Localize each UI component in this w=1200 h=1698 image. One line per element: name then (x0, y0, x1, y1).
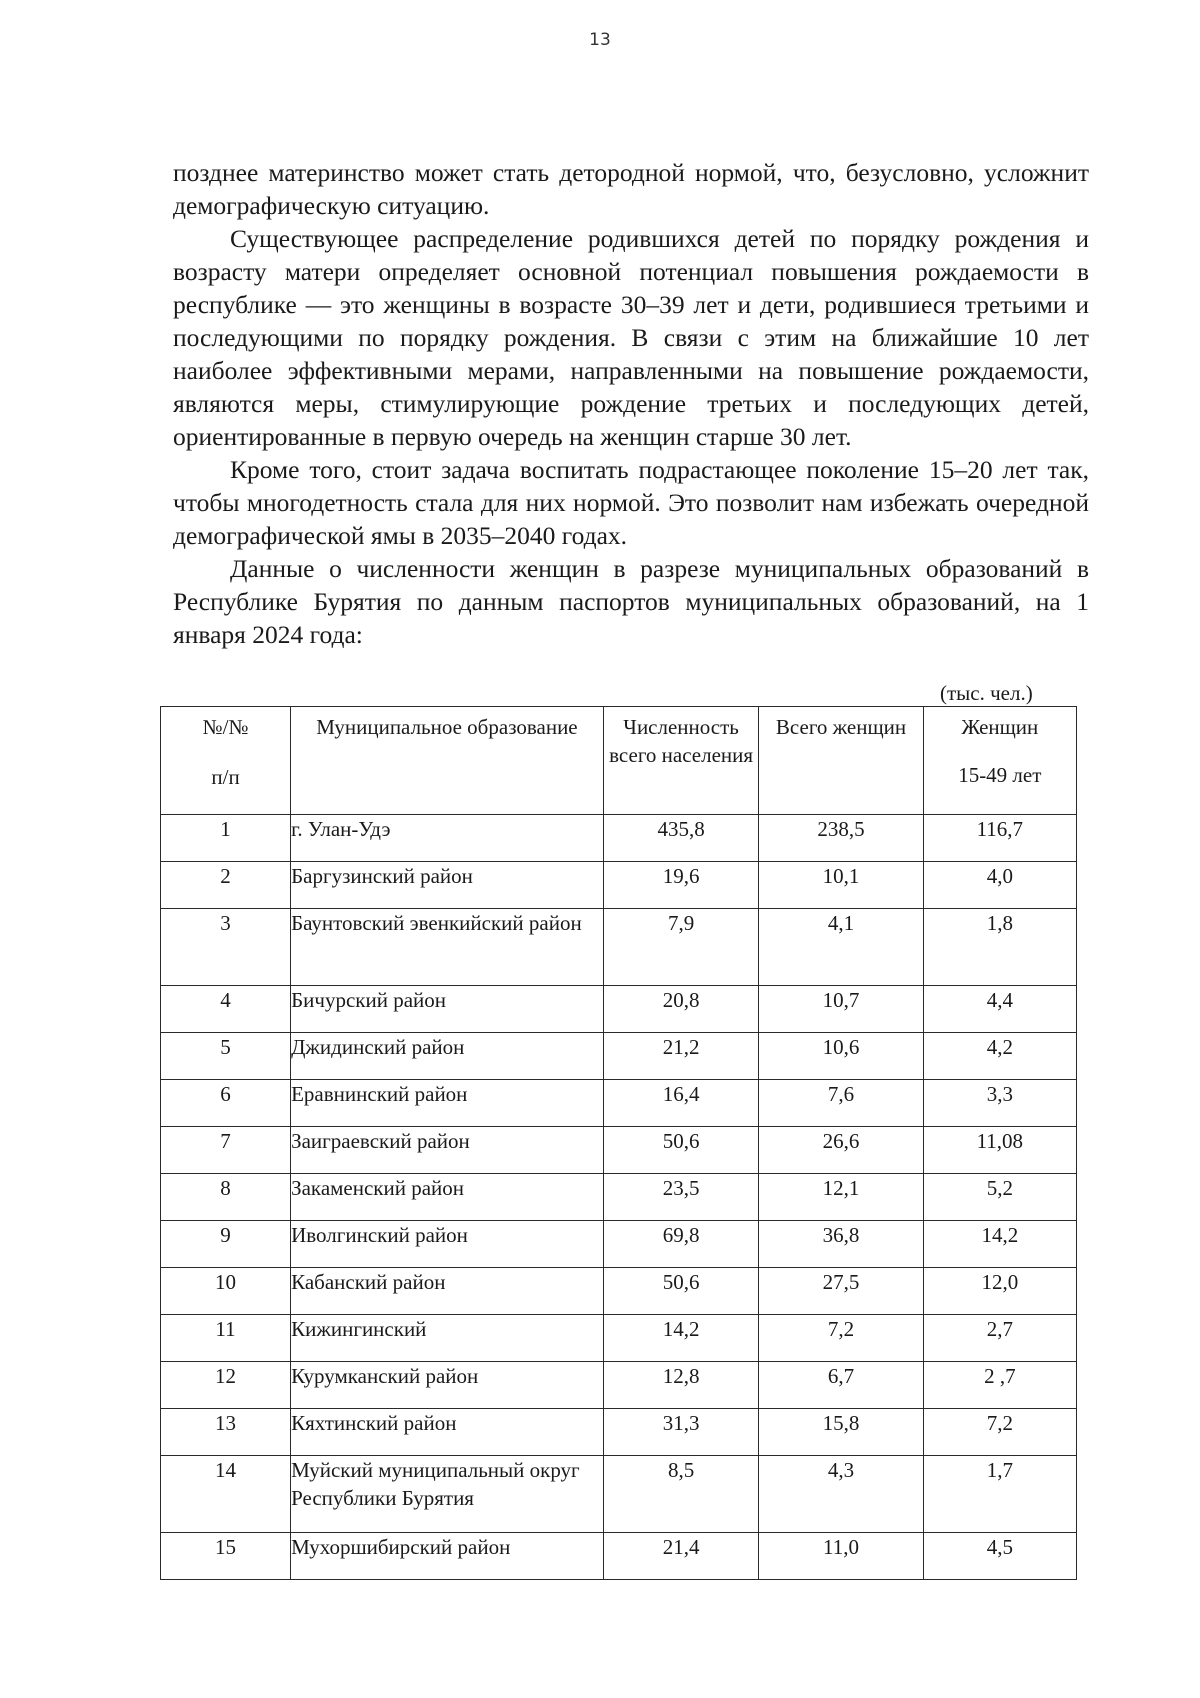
row-total-population: 50,6 (603, 1127, 759, 1174)
row-total-population: 14,2 (603, 1315, 759, 1362)
row-total-women: 7,6 (759, 1080, 923, 1127)
table-row (161, 1080, 1077, 1127)
row-women-15-49: 4,0 (923, 862, 1076, 909)
table-row (161, 815, 1077, 862)
row-municipality: Закаменский район (291, 1174, 604, 1221)
row-women-15-49: 12,0 (923, 1268, 1076, 1315)
row-total-women: 10,1 (759, 862, 923, 909)
row-women-15-49: 2,7 (923, 1315, 1076, 1362)
row-total-population: 50,6 (603, 1268, 759, 1315)
row-total-women: 11,0 (759, 1533, 923, 1580)
row-women-15-49: 116,7 (923, 815, 1076, 862)
women-population-table (160, 706, 1077, 1580)
row-women-15-49: 1,7 (923, 1456, 1076, 1533)
row-total-women: 6,7 (759, 1362, 923, 1409)
row-number: 12 (161, 1362, 291, 1409)
row-number: 13 (161, 1409, 291, 1456)
row-women-15-49: 14,2 (923, 1221, 1076, 1268)
row-number: 6 (161, 1080, 291, 1127)
row-number: 11 (161, 1315, 291, 1362)
row-total-women: 26,6 (759, 1127, 923, 1174)
row-total-women: 238,5 (759, 815, 923, 862)
row-total-women: 10,6 (759, 1033, 923, 1080)
row-number: 4 (161, 986, 291, 1033)
table-row (161, 1127, 1077, 1174)
row-number: 8 (161, 1174, 291, 1221)
row-total-women: 15,8 (759, 1409, 923, 1456)
row-women-15-49: 3,3 (923, 1080, 1076, 1127)
row-total-population: 69,8 (603, 1221, 759, 1268)
header-total-women: Всего женщин (759, 707, 923, 815)
row-total-population: 23,5 (603, 1174, 759, 1221)
row-municipality: Муйский муниципальный округ Республики Бурятия (291, 1456, 604, 1533)
row-number: 5 (161, 1033, 291, 1080)
table-row (161, 1409, 1077, 1456)
paragraph-4: Данные о численности женщин в разрезе муниципальных образований в Республике Бурятия по данным паспортов муниципальных образований, на 1 января 2024 года: (173, 554, 1089, 649)
row-number: 7 (161, 1127, 291, 1174)
row-municipality: Баргузинский район (291, 862, 604, 909)
row-total-women: 4,3 (759, 1456, 923, 1533)
table-row (161, 1221, 1077, 1268)
row-total-population: 8,5 (603, 1456, 759, 1533)
table-row (161, 1315, 1077, 1362)
row-total-women: 7,2 (759, 1315, 923, 1362)
row-municipality: Заиграевский район (291, 1127, 604, 1174)
row-number: 10 (161, 1268, 291, 1315)
row-number: 15 (161, 1533, 291, 1580)
row-total-population: 20,8 (603, 986, 759, 1033)
row-total-women: 10,7 (759, 986, 923, 1033)
row-number: 14 (161, 1456, 291, 1533)
table-row (161, 862, 1077, 909)
row-municipality: Баунтовский эвенкийский район (291, 909, 604, 986)
row-total-population: 7,9 (603, 909, 759, 986)
row-total-population: 16,4 (603, 1080, 759, 1127)
row-number: 2 (161, 862, 291, 909)
row-total-population: 12,8 (603, 1362, 759, 1409)
row-women-15-49: 11,08 (923, 1127, 1076, 1174)
row-total-population: 21,2 (603, 1033, 759, 1080)
row-municipality: Курумканский район (291, 1362, 604, 1409)
header-women-15-49-line1: Женщин (961, 715, 1039, 739)
header-municipality: Муниципальное образование (291, 707, 604, 815)
table-row (161, 986, 1077, 1033)
body-text (173, 156, 1089, 651)
row-municipality: Еравнинский район (291, 1080, 604, 1127)
paragraph-1: позднее материнство может стать детородной нормой, что, безусловно, усложнит демографическую ситуацию. (173, 158, 1089, 220)
header-total-population: Численность всего населения (603, 707, 759, 815)
header-number-line1: №/№ (202, 715, 249, 739)
table-row (161, 909, 1077, 986)
row-total-population: 19,6 (603, 862, 759, 909)
page-number: 13 (589, 30, 611, 50)
row-women-15-49: 1,8 (923, 909, 1076, 986)
row-number: 3 (161, 909, 291, 986)
row-total-women: 4,1 (759, 909, 923, 986)
header-number (161, 707, 291, 815)
header-women-15-49-line2: 15-49 лет (958, 763, 1042, 787)
paragraph-2: Существующее распределение родившихся детей по порядку рождения и возрасту матери определяет основной потенциал повышения рождаемости в республике — это женщины в возрасте 30–39 лет и дети, родившиеся третьими и последующими по порядку рождения. В связи с этим на ближайшие 10 лет наиболее эффективными мерами, направленными на повышение рождаемости, являются меры, стимулирующие рождение третьих и последующих детей, ориентированные в первую очередь на женщин старше 30 лет. (173, 224, 1089, 451)
row-number: 9 (161, 1221, 291, 1268)
row-women-15-49: 4,5 (923, 1533, 1076, 1580)
table-row (161, 1533, 1077, 1580)
header-number-line2: п/п (211, 765, 240, 789)
row-number: 1 (161, 815, 291, 862)
row-municipality: Кабанский район (291, 1268, 604, 1315)
row-women-15-49: 4,4 (923, 986, 1076, 1033)
row-total-women: 27,5 (759, 1268, 923, 1315)
row-women-15-49: 2 ,7 (923, 1362, 1076, 1409)
header-women-15-49 (923, 707, 1076, 815)
table-row (161, 1268, 1077, 1315)
row-municipality: Иволгинский район (291, 1221, 604, 1268)
table-body (161, 815, 1077, 1580)
row-municipality: Джидинский район (291, 1033, 604, 1080)
row-total-women: 12,1 (759, 1174, 923, 1221)
row-total-population: 435,8 (603, 815, 759, 862)
table-row (161, 1362, 1077, 1409)
row-women-15-49: 7,2 (923, 1409, 1076, 1456)
table-row (161, 1174, 1077, 1221)
paragraph-3: Кроме того, стоит задача воспитать подрастающее поколение 15–20 лет так, чтобы многодетность стала для них нормой. Это позволит нам избежать очередной демографической ямы в 2035–2040 годах. (173, 455, 1089, 550)
table-units-label: (тыс. чел.) (940, 681, 1033, 705)
row-women-15-49: 5,2 (923, 1174, 1076, 1221)
table-header-row (161, 707, 1077, 815)
row-municipality: Мухоршибирский район (291, 1533, 604, 1580)
row-municipality: Кяхтинский район (291, 1409, 604, 1456)
row-municipality: Бичурский район (291, 986, 604, 1033)
row-total-population: 31,3 (603, 1409, 759, 1456)
row-total-population: 21,4 (603, 1533, 759, 1580)
row-total-women: 36,8 (759, 1221, 923, 1268)
row-municipality: г. Улан-Удэ (291, 815, 604, 862)
row-municipality: Кижингинский (291, 1315, 604, 1362)
row-women-15-49: 4,2 (923, 1033, 1076, 1080)
table-row (161, 1033, 1077, 1080)
table-row (161, 1456, 1077, 1533)
